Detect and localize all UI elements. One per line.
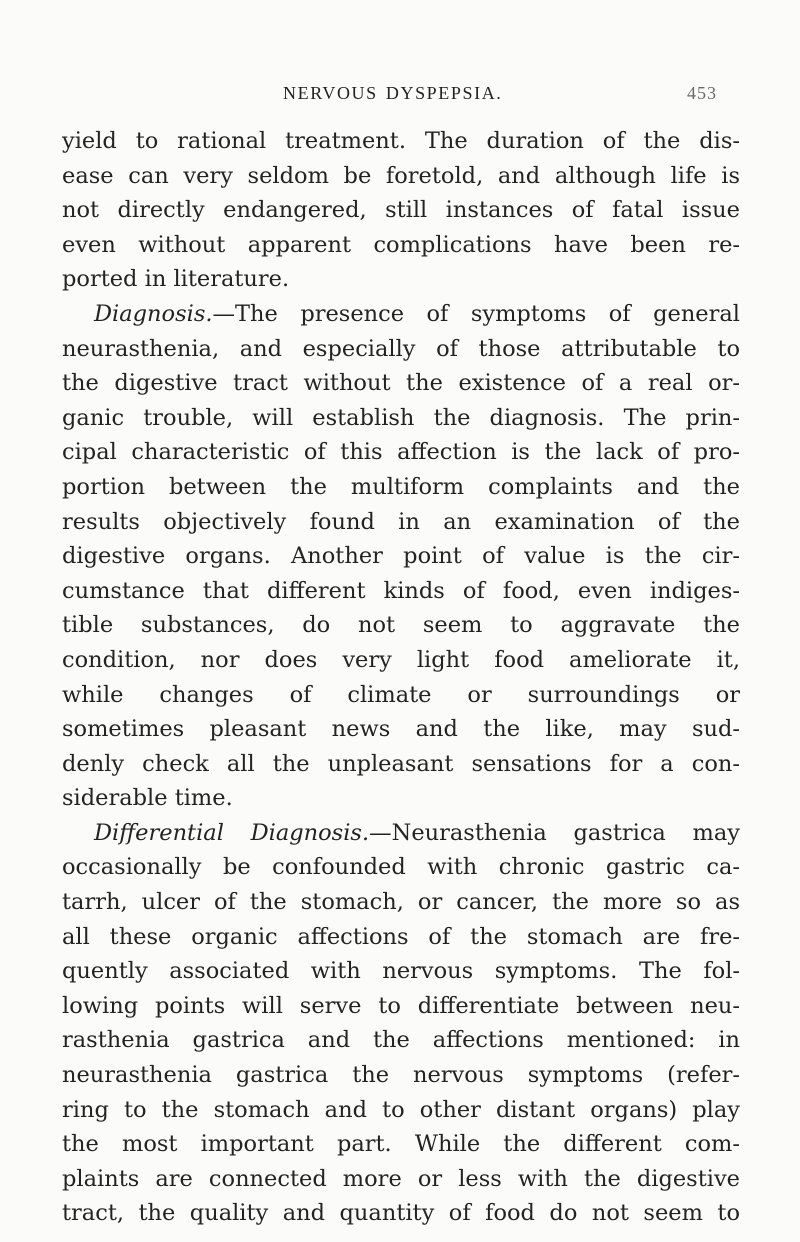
text-line: sometimes pleasant news and the like, may sud- (62, 716, 740, 743)
text-line: occasionally be confounded with chronic gastric ca- (62, 854, 740, 881)
text-line: cipal characteristic of this affection is the lack of pro- (62, 439, 740, 466)
text-line: ganic trouble, will establish the diagnosis. The prin- (62, 404, 740, 431)
text-line (62, 816, 740, 851)
text-line: digestive organs. Another point of value is the cir- (62, 543, 740, 570)
text-line: not directly endangered, still instances of fatal issue (62, 197, 740, 224)
text-line: neurasthenia, and especially of those attributable to (62, 335, 740, 362)
text-line-content: —Neurasthenia gastrica may (369, 819, 740, 846)
text-line: even without apparent complications have been re- (62, 231, 740, 258)
text-line: the digestive tract without the existence of a real or- (62, 370, 740, 397)
text-line: denly check all the unpleasant sensations for a con- (62, 750, 740, 777)
text-line: ported in literature. (62, 266, 290, 293)
text-line: ring to the stomach and to other distant organs) play (62, 1096, 740, 1123)
section-heading-differential-diagnosis: Differential Diagnosis. (94, 819, 370, 846)
text-line: ease can very seldom be foretold, and although life is (62, 162, 740, 189)
text-line: plaints are connected more or less with the digestive (62, 1165, 740, 1192)
page-header (0, 83, 800, 109)
running-title: NERVOUS DYSPEPSIA. (283, 83, 503, 103)
text-line: siderable time. (62, 785, 233, 812)
text-line: condition, nor does very light food ameliorate it, (62, 646, 740, 673)
text-line: quently associated with nervous symptoms. The fol- (62, 958, 740, 985)
text-line: the most important part. While the different com- (62, 1131, 740, 1158)
text-line: tract, the quality and quantity of food do not seem to (62, 1200, 740, 1227)
text-line: lowing points will serve to differentiate between neu- (62, 992, 740, 1019)
text-line: yield to rational treatment. The duration of the dis- (62, 128, 740, 154)
text-line-content: —The presence of symptoms of general (212, 300, 740, 327)
text-line: portion between the multiform complaints and the (62, 473, 740, 500)
text-line: tarrh, ulcer of the stomach, or cancer, the more so as (62, 889, 740, 916)
section-heading-diagnosis: Diagnosis. (94, 300, 213, 327)
body-text (62, 124, 740, 1231)
text-line: results objectively found in an examination of the (62, 508, 740, 535)
text-line: tible substances, do not seem to aggravate the (62, 612, 740, 639)
page-number: 453 (687, 83, 717, 103)
text-line: cumstance that different kinds of food, even indiges- (62, 577, 740, 604)
text-line: neurasthenia gastrica the nervous symptoms (refer- (62, 1062, 740, 1089)
text-line: rasthenia gastrica and the affections mentioned: in (62, 1027, 740, 1054)
text-line: all these organic affections of the stomach are fre- (62, 923, 740, 950)
text-line: while changes of climate or surroundings or (62, 681, 740, 708)
text-line (62, 297, 740, 332)
